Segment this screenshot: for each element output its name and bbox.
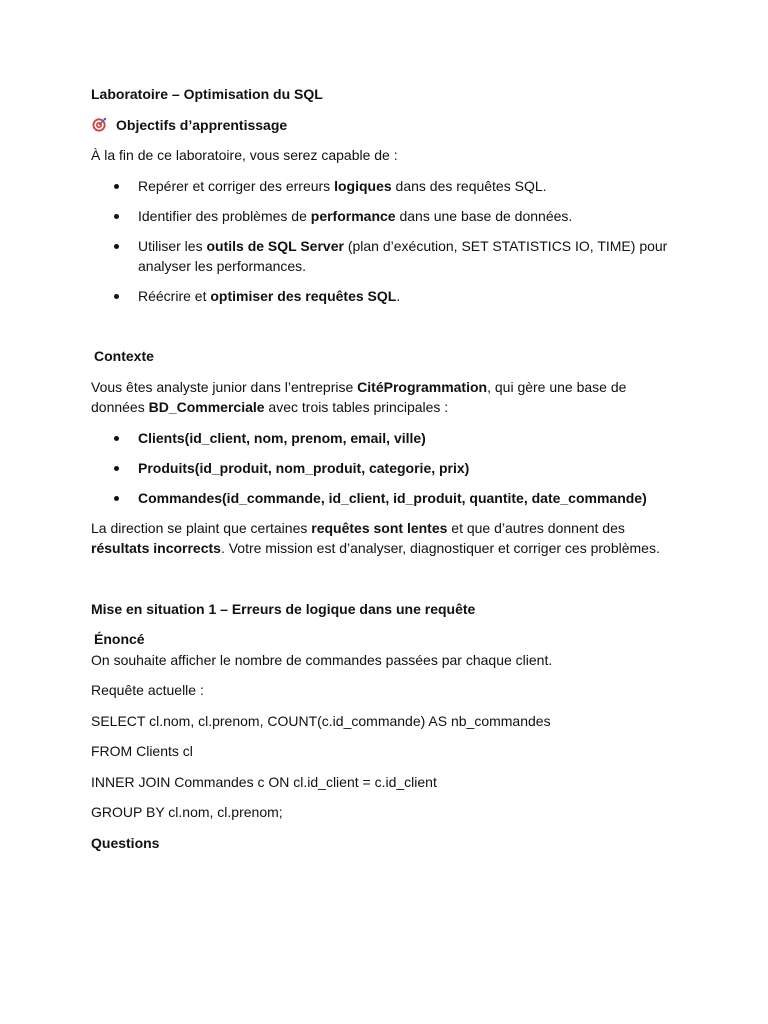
list-item: Repérer et corriger des erreurs logiques dans des requêtes SQL. — [91, 176, 676, 197]
objectifs-heading: Objectifs d’apprentissage — [116, 116, 288, 133]
requete-label: Requête actuelle : — [91, 682, 204, 698]
objectifs-intro: À la fin de ce laboratoire, vous serez capable de : — [91, 147, 398, 163]
list-item: Réécrire et optimiser des requêtes SQL. — [91, 286, 676, 307]
direction-paragraph: La direction se plaint que certaines requêtes sont lentes et que d’autres donnent des résultats incorrects. Votre mission est d’analyser, diagnostiquer et corriger ces problèmes. — [91, 519, 660, 556]
sql-line: GROUP BY cl.nom, cl.prenom; — [91, 804, 283, 820]
list-item: Identifier des problèmes de performance dans une base de données. — [91, 206, 676, 227]
situation1-heading: Mise en situation 1 – Erreurs de logique dans une requête — [91, 600, 476, 617]
objectifs-list — [91, 176, 676, 307]
sql-line: FROM Clients cl — [91, 743, 193, 759]
sql-line: INNER JOIN Commandes c ON cl.id_client = c.id_client — [91, 773, 437, 790]
list-item: Produits(id_produit, nom_produit, categorie, prix) — [91, 458, 676, 479]
enonce-heading: Énoncé — [94, 631, 145, 647]
document-content — [91, 84, 676, 863]
objectifs-heading-row — [91, 115, 676, 136]
questions-heading: Questions — [91, 834, 160, 851]
sql-line: SELECT cl.nom, cl.prenom, COUNT(c.id_commande) AS nb_commandes — [91, 712, 551, 729]
contexte-paragraph: Vous êtes analyste junior dans l’entreprise CitéProgrammation, qui gère une base de données BD_Commerciale avec trois tables principales : — [91, 378, 627, 415]
target-icon — [92, 117, 107, 132]
document-title: Laboratoire – Optimisation du SQL — [91, 86, 323, 102]
tables-list — [91, 428, 676, 509]
contexte-heading: Contexte — [94, 348, 154, 364]
list-item: Commandes(id_commande, id_client, id_produit, quantite, date_commande) — [91, 488, 676, 509]
list-item: Clients(id_client, nom, prenom, email, ville) — [91, 428, 676, 449]
enonce-text: On souhaite afficher le nombre de commandes passées par chaque client. — [91, 651, 553, 668]
list-item: Utiliser les outils de SQL Server (plan d’exécution, SET STATISTICS IO, TIME) pour analyser les performances. — [91, 236, 676, 277]
